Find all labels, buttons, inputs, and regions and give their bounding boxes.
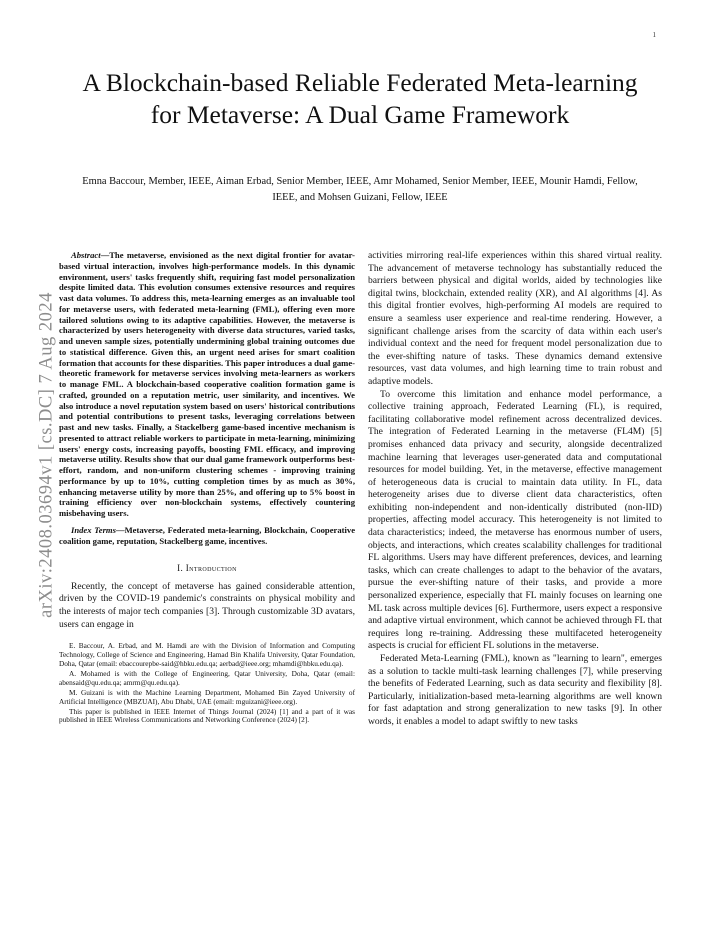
footnote: M. Guizani is with the Machine Learning Department, Mohamed Bin Zayed University of Artificial Intelligence (MBZUAI), Abu Dhabi, UAE (email: mguizani@ieee.org). (59, 687, 355, 706)
body-paragraph: To overcome this limitation and enhance model performance, a collective training approach, Federated Learning (FL), is required, facilitating collaborative model refinement across decentralized devices. The integration of Federated Learning in the metaverse (FL4M) [5] promises enhanced data privacy and security, alongside decentralized machine learning that leverages user-generated data and computational resources for model building. Yet, in the metaverse, effective management of heterogeneous data is crucial to maintain data utility. In FL, data heterogeneity arises due to diverse client data characteristics, often exhibiting non-independent and non-identically distributed (non-IID) properties, affecting model accuracy. This heterogeneity is not limited to data characteristics; indeed, the metaverse has enormous number of users, objects, and interactions, which creates scalability challenges for traditional FL algorithms. Users may have different preferences, devices, and learning tasks, which can create challenges to adapt to the behavior of the avatars, pursue the ever-shifting nature of their tasks, and provide a more personalized experience, especially that FL mainly focuses on learning one ML task across multiple devices [6]. Furthermore, users expect a responsive and adaptive virtual environment, which cannot be achieved through FL that requires long re-training. Addressing these multifaceted heterogeneity aspects is crucial for efficient FL solutions in the metaverse. (368, 388, 662, 652)
arxiv-identifier: arXiv:2408.03694v1 [cs.DC] 7 Aug 2024 (36, 291, 57, 618)
body-paragraph: Federated Meta-Learning (FML), known as "learning to learn", emerges as a solution to tackle multi-task learning challenges [7], while preserving the benefits of Federated Learning, such as data security and flexibility [8]. Particularly, initialization-based meta-learning algorithms are well known for fast adaptation and strong generalization to new tasks [9]. In other words, it enables a model to adapt swiftly to new tasks (368, 653, 662, 727)
body-paragraph: activities mirroring real-life experiences within this shared virtual reality. The advancement of metaverse technology has substantially reduced the barriers between physical and digital worlds, aided by technologies like digital twins, blockchain, extended reality (XR), and AI algorithms [4]. As this digital frontier evolves, high-performing AI models are required to ensure a seamless user experience and real-time rendering. However, a significant challenge arises from the scarcity of data within each user's individual context and the need for frequent model personalization due to the ever-shifting nature of tasks. These dynamics demand extensive resources, vast data volumes, and high learning time to train robust and adaptive models. (368, 250, 662, 387)
footnote: A. Mohamed is with the College of Engineering, Qatar University, Doha, Qatar (email: abensaid@qu.edu.qa; amrm@qu.edu.qa). (59, 668, 355, 687)
index-terms-label: Index Terms (71, 524, 116, 535)
author-list: Emna Baccour, Member, IEEE, Aiman Erbad, Senior Member, IEEE, Amr Mohamed, Senior Member, IEEE, Mounir Hamdi, Fellow, IEEE, and Mohsen Guizani, Fellow, IEEE (82, 176, 638, 203)
left-column (59, 250, 355, 726)
footnotes (59, 642, 355, 725)
footnote: E. Baccour, A. Erbad, and M. Hamdi are with the Division of Information and Computing Technology, College of Science and Engineering, Hamad Bin Khalifa University, Qatar Foundation, Doha, Qatar (email: ebaccourepbe-said@hbku.edu.qa; aerbad@ieee.org; mhamdi@hbku.edu.qa). (59, 641, 355, 669)
section-heading: I. Introduction (177, 563, 237, 574)
arxiv-watermark (36, 252, 58, 657)
abstract-label: Abstract (71, 250, 101, 260)
index-terms-text: —Metaverse, Federated meta-learning, Blockchain, Cooperative coalition game, reputation, Stackelberg game, incentives. (59, 524, 356, 546)
right-column (368, 250, 662, 729)
index-terms (59, 525, 355, 547)
intro-paragraph: Recently, the concept of metaverse has gained considerable attention, driven by the COVID-19 pandemic's constraints on physical mobility and the interests of major tech companies [3]. Through customizable 3D avatars, users can engage in (59, 580, 355, 630)
page-number: 1 (652, 31, 656, 39)
abstract-text: —The metaverse, envisioned as the next digital frontier for avatar-based virtual interaction, involves high-performance models. In this dynamic environment, users' tasks frequently shift, requiring fast model personalization despite limited data. This evolution consumes extensive resources and requires vast data volumes. To address this, meta-learning emerges as an invaluable tool for metaverse users, with federated meta-learning (FML), offering even more tailored solutions owing to its adaptive capabilities. However, the metaverse is characterized by users heterogeneity with diverse data structures, varied tasks, and uneven sample sizes, potentially undermining global training outcomes due to statistical difference. Given this, an urgent need arises for smart coalition formation that accounts for these disparities. This paper introduces a dual game-theoretic framework for metaverse services involving meta-learners as workers to manage FML. A blockchain-based cooperative coalition formation game is crafted, grounded on a reputation metric, user similarity, and incentives. We also introduce a novel reputation system based on users' historical contributions and potential contributions to present tasks, leveraging correlations between past and new tasks. Finally, a Stackelberg game-based incentive mechanism is presented to attract reliable workers to participate in meta-learning, minimizing users' energy costs, increasing payoffs, boosting FML efficacy, and improving metaverse utility. Results show that our dual game framework outperforms best-effort, random, and non-uniform clustering schemes - improving training performance by up to 10%, cutting completion times by as much as 30%, enhancing metaverse utility by more than 25%, and offering up to 5% boost in training efficiency over non-blockchain systems, effectively countering misbehaving users. (59, 250, 355, 518)
abstract (59, 250, 355, 519)
footnote: This paper is published in IEEE Internet of Things Journal (2024) [1] and a part of it was published in IEEE Wireless Communications and Networking Conference (2024) [2]. (59, 706, 355, 725)
paper-title: A Blockchain-based Reliable Federated Meta-learning for Metaverse: A Dual Game Framework (82, 68, 638, 129)
